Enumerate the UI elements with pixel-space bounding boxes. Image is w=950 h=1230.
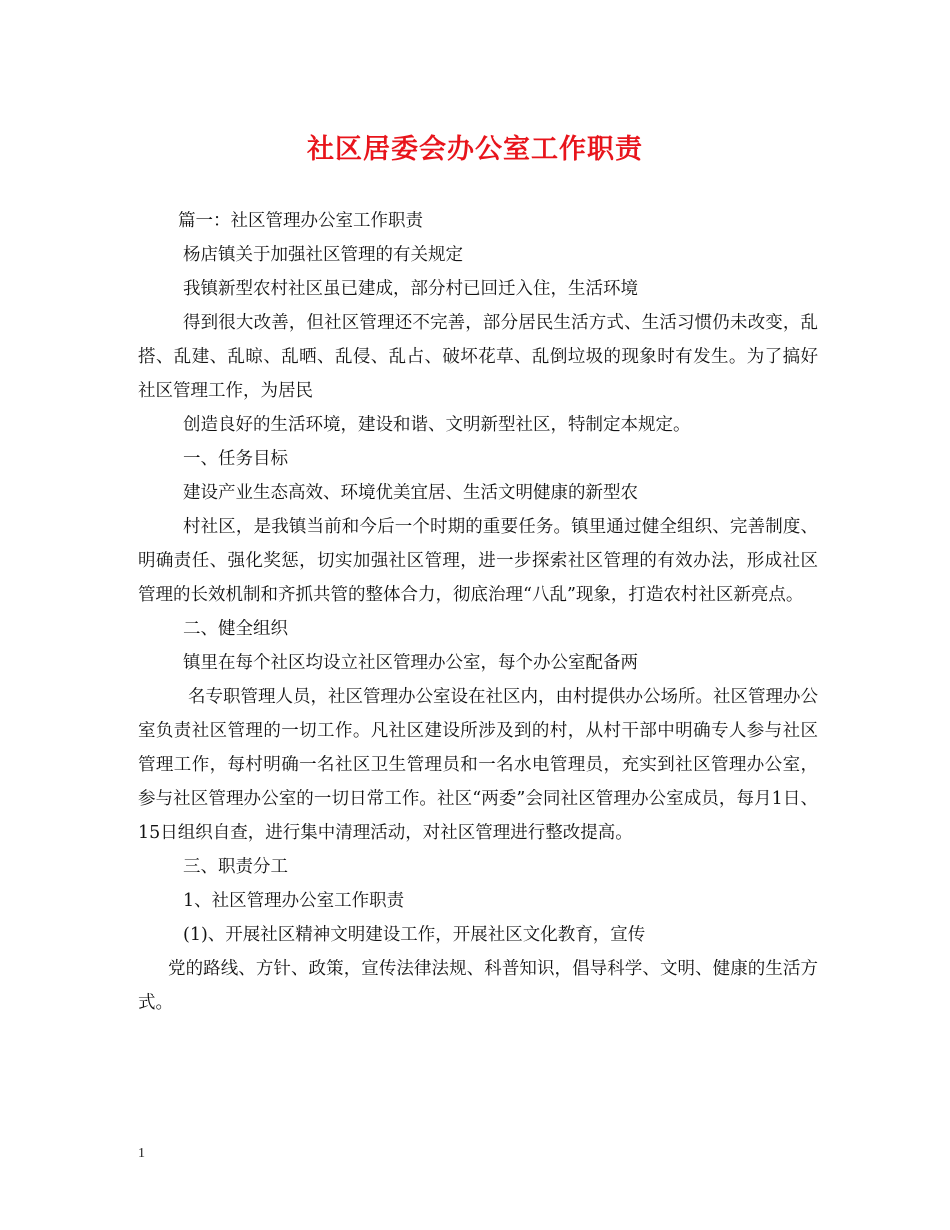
subsection-heading: 1、社区管理办公室工作职责	[183, 891, 405, 911]
paragraph: 建设产业生态高效、环境优美宜居、生活文明健康的新型农	[183, 483, 638, 503]
section-heading: 三、职责分工	[183, 857, 288, 877]
section-heading: 一、任务目标	[183, 449, 288, 469]
paragraph: 名专职管理人员，社区管理办公室设在社区内，由村提供办公场所。社区管理办公室负责社区管理的一切工作。凡社区建设所涉及到的村，从村干部中明确专人参与社区管理工作，每村明确一名社区卫生管理员和一名水电管理员，充实到社区管理办公室，参与社区管理办公室的一切日常工作。社区“两委”会同社区管理办公室成员，每月1日、15日组织自查，进行集中清理活动，对社区管理进行整改提高。	[138, 687, 818, 843]
section-heading: 二、健全组织	[183, 619, 288, 639]
paragraph: 篇一：社区管理办公室工作职责	[178, 211, 423, 231]
paragraph: 党的路线、方针、政策，宣传法律法规、科普知识，倡导科学、文明、健康的生活方式。	[138, 959, 818, 1013]
document-title: 社区居委会办公室工作职责	[307, 134, 643, 165]
paragraph: 镇里在每个社区均设立社区管理办公室，每个办公室配备两	[183, 653, 638, 673]
document-body	[138, 204, 818, 1020]
paragraph: 杨店镇关于加强社区管理的有关规定	[183, 245, 463, 265]
page-number: 1	[138, 1146, 145, 1161]
paragraph: 创造良好的生活环境，建设和谐、文明新型社区，特制定本规定。	[183, 415, 691, 435]
paragraph: 我镇新型农村社区虽已建成，部分村已回迁入住，生活环境	[183, 279, 638, 299]
paragraph: (1)、开展社区精神文明建设工作，开展社区文化教育，宣传	[183, 925, 646, 945]
paragraph: 得到很大改善，但社区管理还不完善，部分居民生活方式、生活习惯仍未改变，乱搭、乱建、乱晾、乱晒、乱侵、乱占、破坏花草、乱倒垃圾的现象时有发生。为了搞好社区管理工作，为居民	[138, 313, 818, 401]
paragraph: 村社区，是我镇当前和今后一个时期的重要任务。镇里通过健全组织、完善制度、明确责任、强化奖惩，切实加强社区管理，进一步探索社区管理的有效办法，形成社区管理的长效机制和齐抓共管的整体合力，彻底治理“八乱”现象，打造农村社区新亮点。	[138, 517, 818, 605]
